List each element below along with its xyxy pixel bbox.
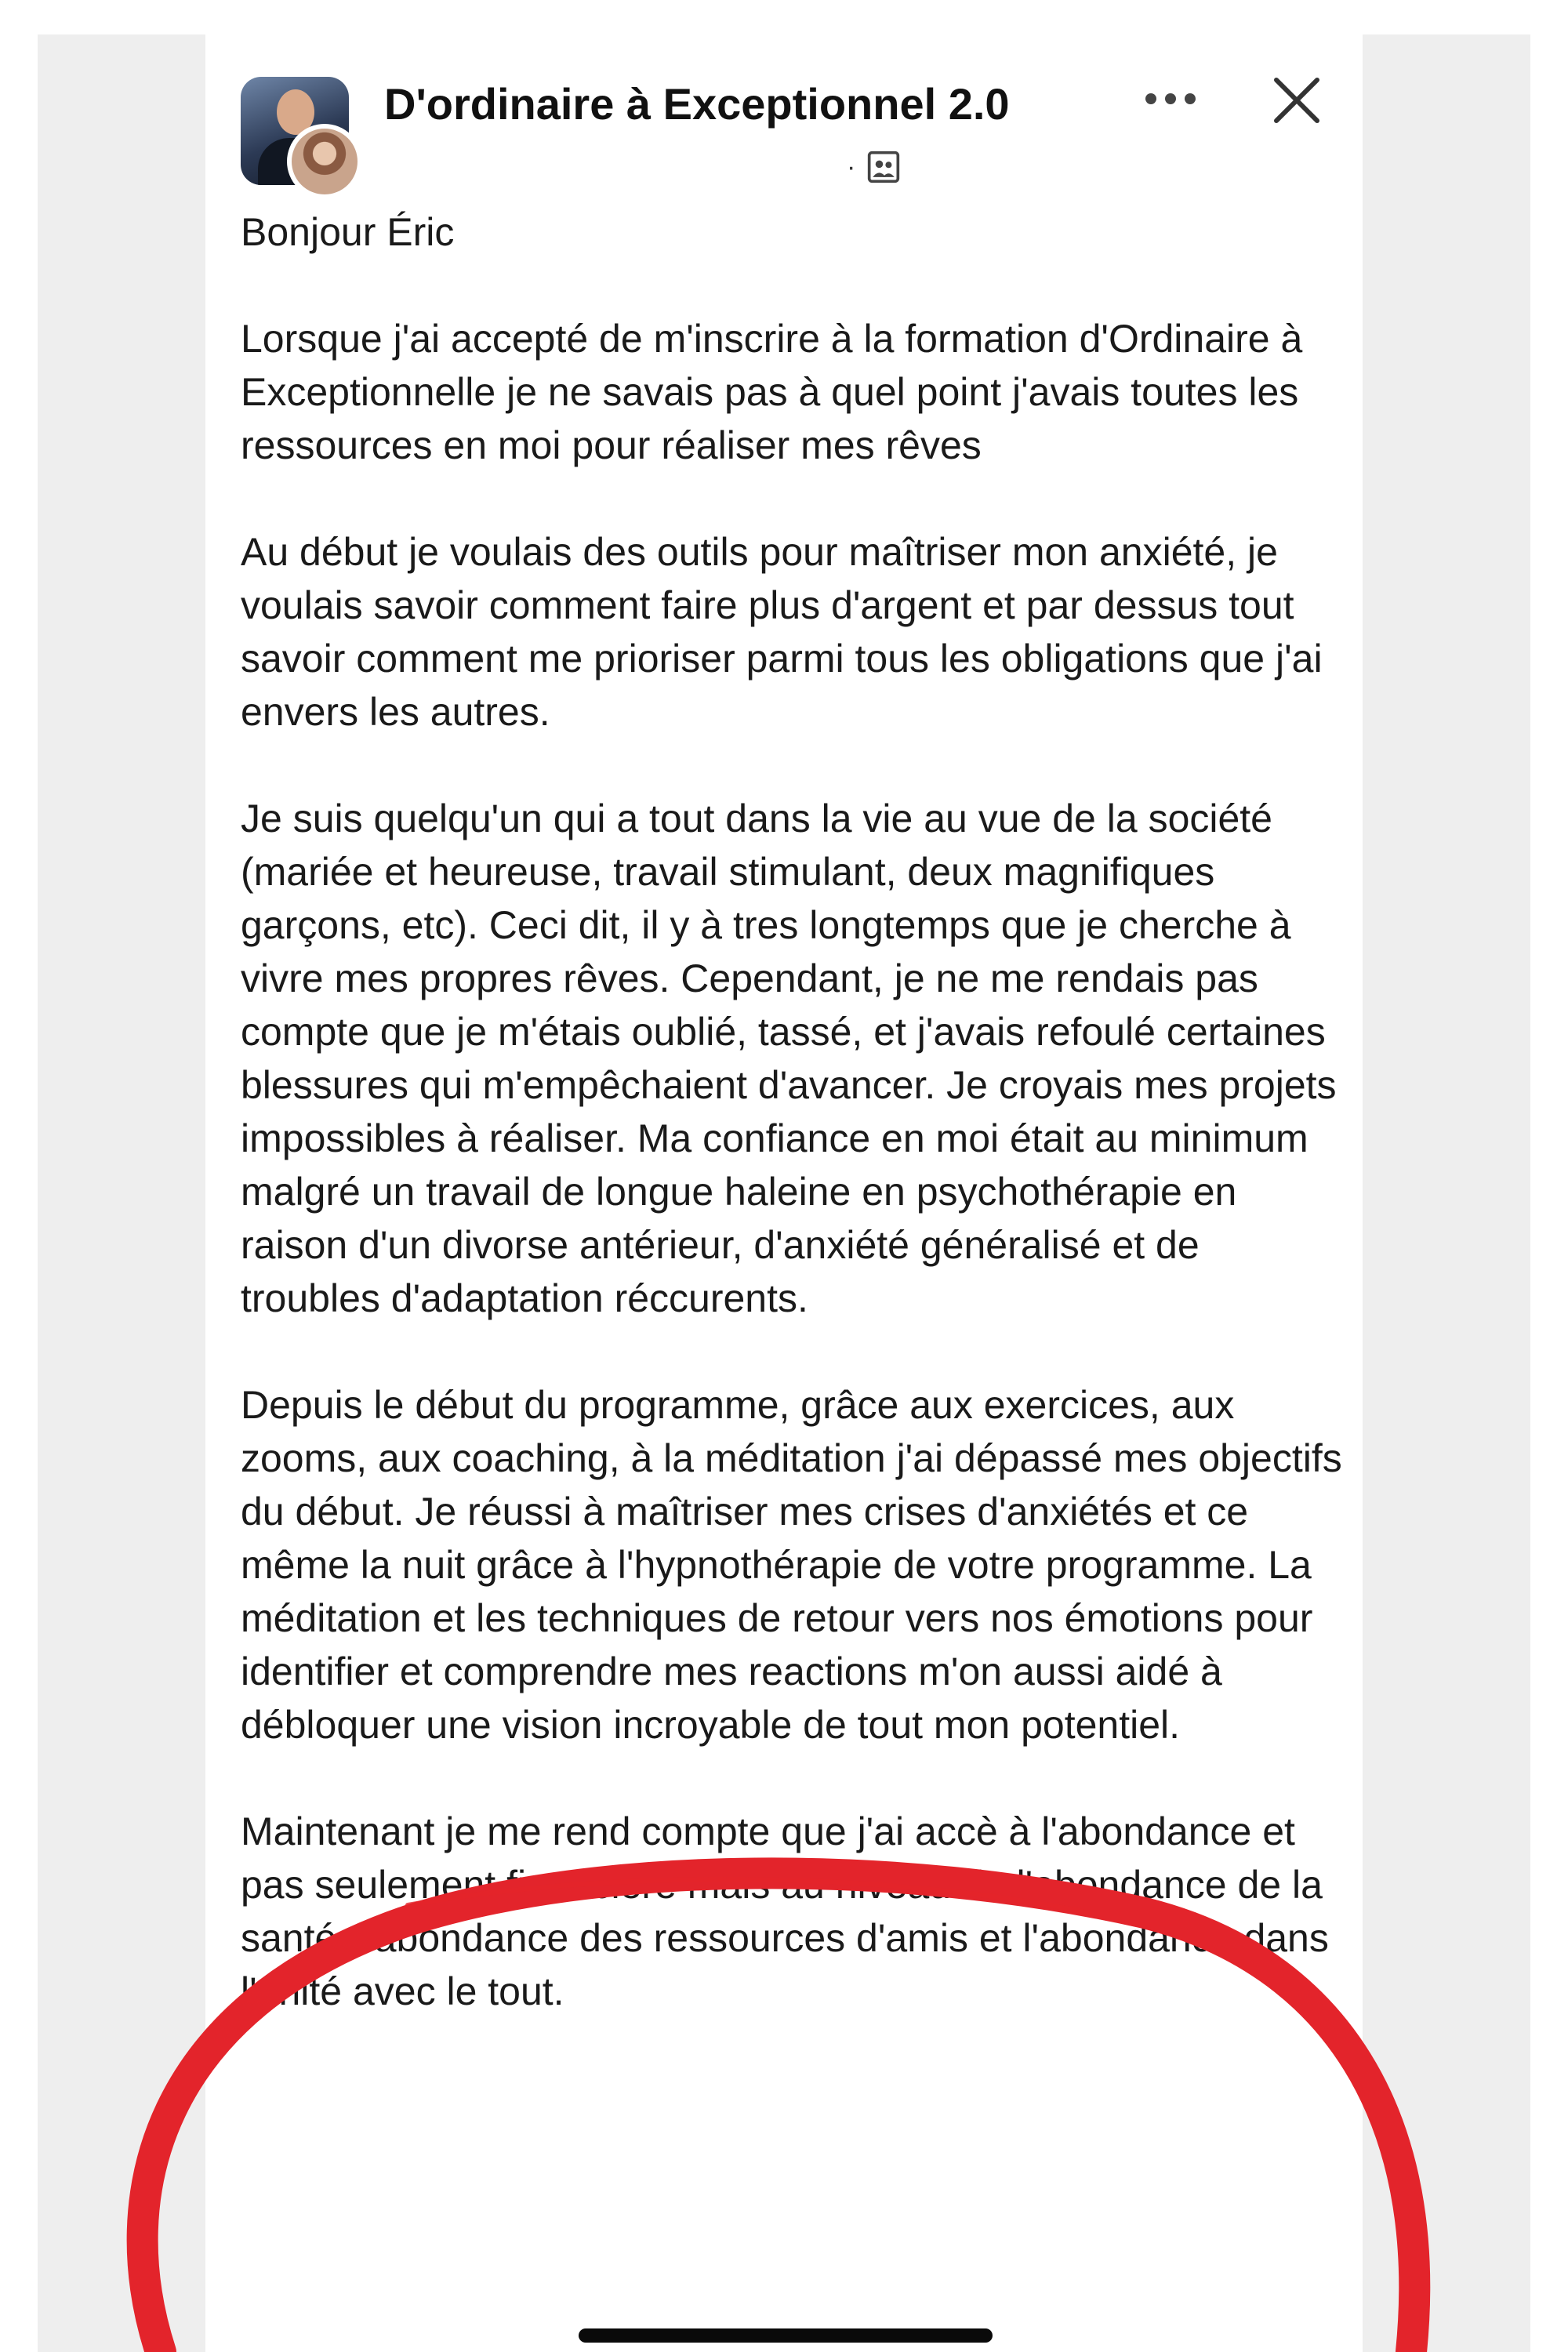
message-body (241, 205, 1346, 2071)
message-paragraph: Au début je voulais des outils pour maîtriser mon anxiété, je voulais savoir comment faire plus d'argent et par dessus tout savoir comment me prioriser parmi tous les obligations que j'ai envers les autres. (241, 530, 1323, 734)
message-paragraph: Lorsque j'ai accepté de m'inscrire à la formation d'Ordinaire à Exceptionnelle je ne savais pas à quel point j'avais toutes les ressources en moi pour réaliser mes rêves (241, 317, 1303, 467)
greeting-paragraph: Bonjour Éric (241, 210, 455, 254)
message-paragraph: Depuis le début du programme, grâce aux exercices, aux zooms, aux coaching, à la méditation j'ai dépassé mes objectifs du début. Je réussi à maîtriser mes crises d'anxiétés et ce même la nuit grâce à l'hypnothérapie de votre programme. La méditation et les techniques de retour vers nos émotions pour identifier et comprendre mes reactions m'on aussi aidé à débloquer une vision incroyable de tout mon potentiel. (241, 1383, 1342, 1747)
group-title[interactable]: D'ordinaire à Exceptionnel 2.0 (384, 79, 1010, 129)
sender-avatar[interactable] (287, 124, 362, 199)
home-indicator[interactable] (579, 2328, 993, 2343)
close-button[interactable] (1264, 67, 1330, 133)
meta-separator: · (847, 152, 856, 182)
message-paragraph: Je suis quelqu'un qui a tout dans la vie au vue de la société (mariée et heureuse, travail stimulant, deux magnifiques garçons, etc). Ceci dit, il y à tres longtemps que je cherche à vivre mes propres rêves. Cependant, je ne me rendais pas compte que je m'étais oublié, tassé, et j'avais refoulé certaines blessures qui m'empêchaient d'avancer. Je croyais mes projets impossibles à réaliser. Ma confiance en moi était au minimum malgré un travail de longue haleine en psychothérapie en raison d'un divorse antérieur, d'anxiété généralisé et de troubles d'adaptation réccurents. (241, 797, 1337, 1320)
close-icon (1272, 75, 1322, 125)
more-options-button[interactable] (1135, 75, 1206, 122)
more-horizontal-icon (1143, 91, 1198, 107)
group-members-icon (866, 150, 901, 184)
group-meta (847, 147, 901, 187)
highlighted-paragraph: Maintenant je me rend compte que j'ai accè à l'abondance et pas seulement financière mais au niveau de l'abondance de la santé, l'abondance des ressources d'amis et l'abondance dans l'unité avec le tout. (241, 1809, 1329, 2013)
